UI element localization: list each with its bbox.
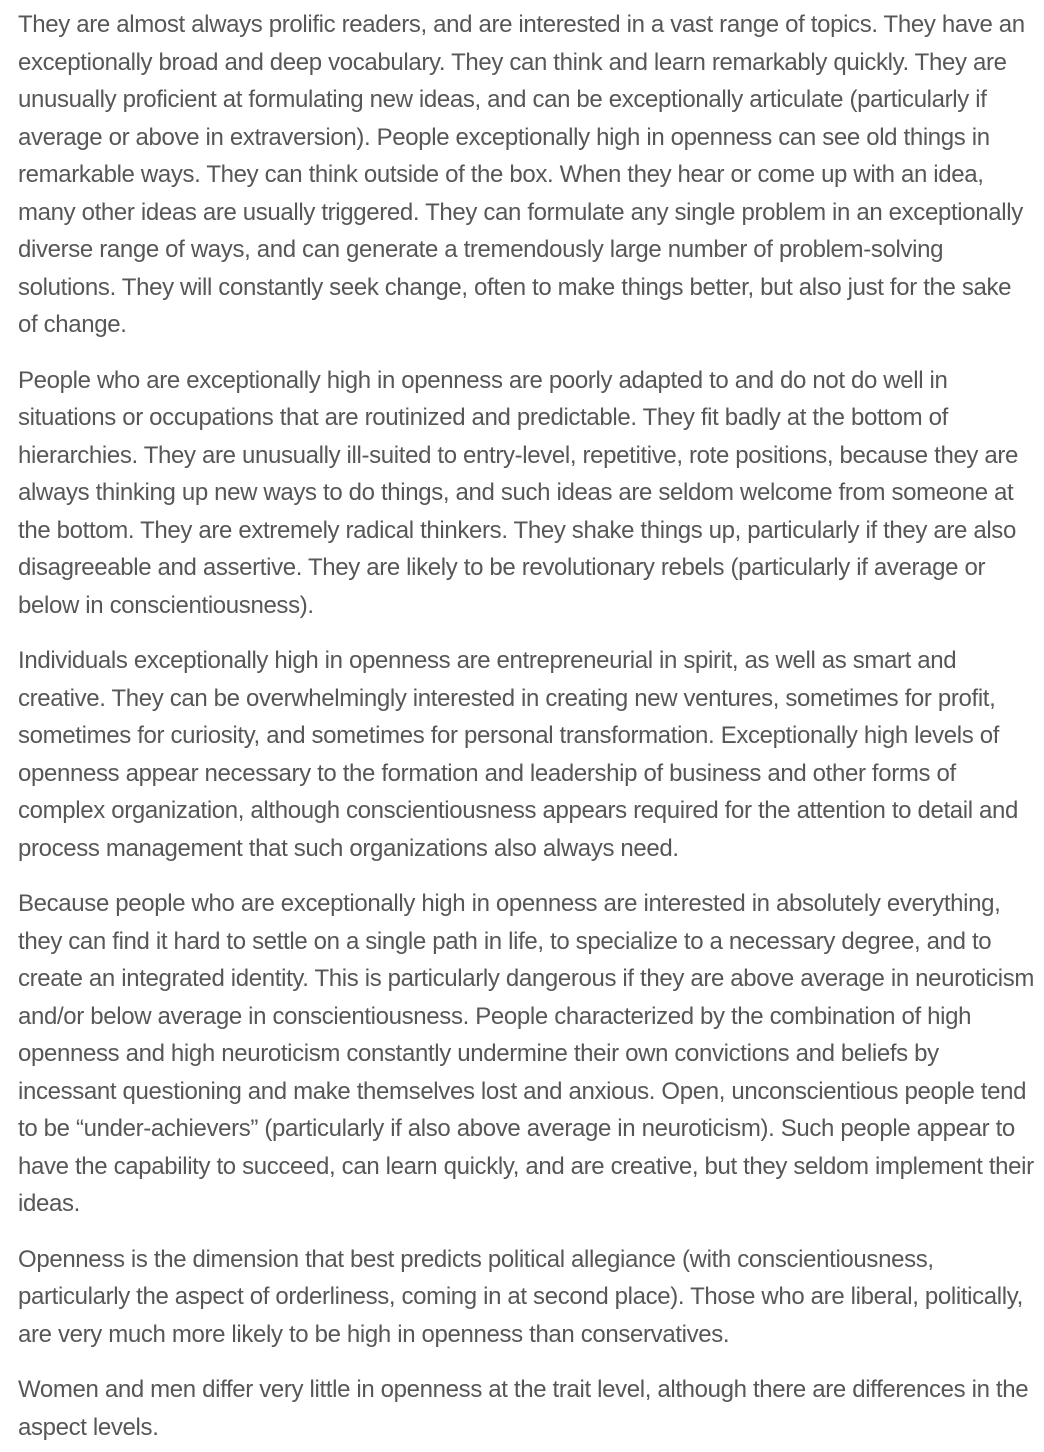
paragraph-reading-habits: They are almost always prolific readers, and are interested in a vast range of topics. They have an exceptionally broad and deep vocabulary. They can think and learn remarkably quickly. They are unusually proficient at formulating new ideas, and can be exceptionally articulate (particularly if average or above in extraversion). People exceptionally high in openness can see old things in remarkable ways. They can think outside of the box. When they hear or come up with an idea, many other ideas are usually triggered. They can formulate any single problem in an exceptionally diverse range of ways, and can generate a tremendously large number of problem-solving solutions. They will constantly seek change, often to make things better, but also just for the sake of change. <box>18 11 1025 338</box>
paragraph-political-allegiance: Openness is the dimension that best predicts political allegiance (with conscientiousness, particularly the aspect of orderliness, coming in at second place). Those who are liberal, politically, are very much more likely to be high in openness than conservatives. <box>18 1245 1023 1348</box>
paragraph-gender-differences: Women and men differ very little in openness at the trait level, although there are differences in the aspect levels. <box>18 1376 1029 1441</box>
paragraph-routine-occupations: People who are exceptionally high in openness are poorly adapted to and do not do well in situations or occupations that are routinized and predictable. They fit badly at the bottom of hierarchies. They are unusually ill-suited to entry-level, repetitive, rote positions, because they are always thinking up new ways to do things, and such ideas are seldom welcome from someone at the bottom. They are extremely radical thinkers. They shake things up, particularly if they are also disagreeable and assertive. They are likely to be revolutionary rebels (particularly if average or below in conscientiousness). <box>18 366 1019 619</box>
paragraph-entrepreneurial: Individuals exceptionally high in openness are entrepreneurial in spirit, as well as smart and creative. They can be overwhelmingly interested in creating new ventures, sometimes for profit, sometimes for curiosity, and sometimes for personal transformation. Exceptionally high levels of openness appear necessary to the formation and leadership of business and other forms of complex organization, although conscientiousness appears required for the attention to detail and process management that such organizations also always need. <box>18 647 1019 862</box>
paragraph-identity-risks: Because people who are exceptionally high in openness are interested in absolutely everything, they can find it hard to settle on a single path in life, to specialize to a necessary degree, and to create an integrated identity. This is particularly dangerous if they are above average in neuroticism and/or below average in conscientiousness. People characterized by the combination of high openness and high neuroticism constantly undermine their own convictions and beliefs by incessant questioning and make themselves lost and anxious. Open, unconscientious people tend to be “under-achievers” (particularly if also above average in neuroticism). Such people appear to have the capability to succeed, can learn quickly, and are creative, but they seldom implement their ideas. <box>18 890 1034 1217</box>
